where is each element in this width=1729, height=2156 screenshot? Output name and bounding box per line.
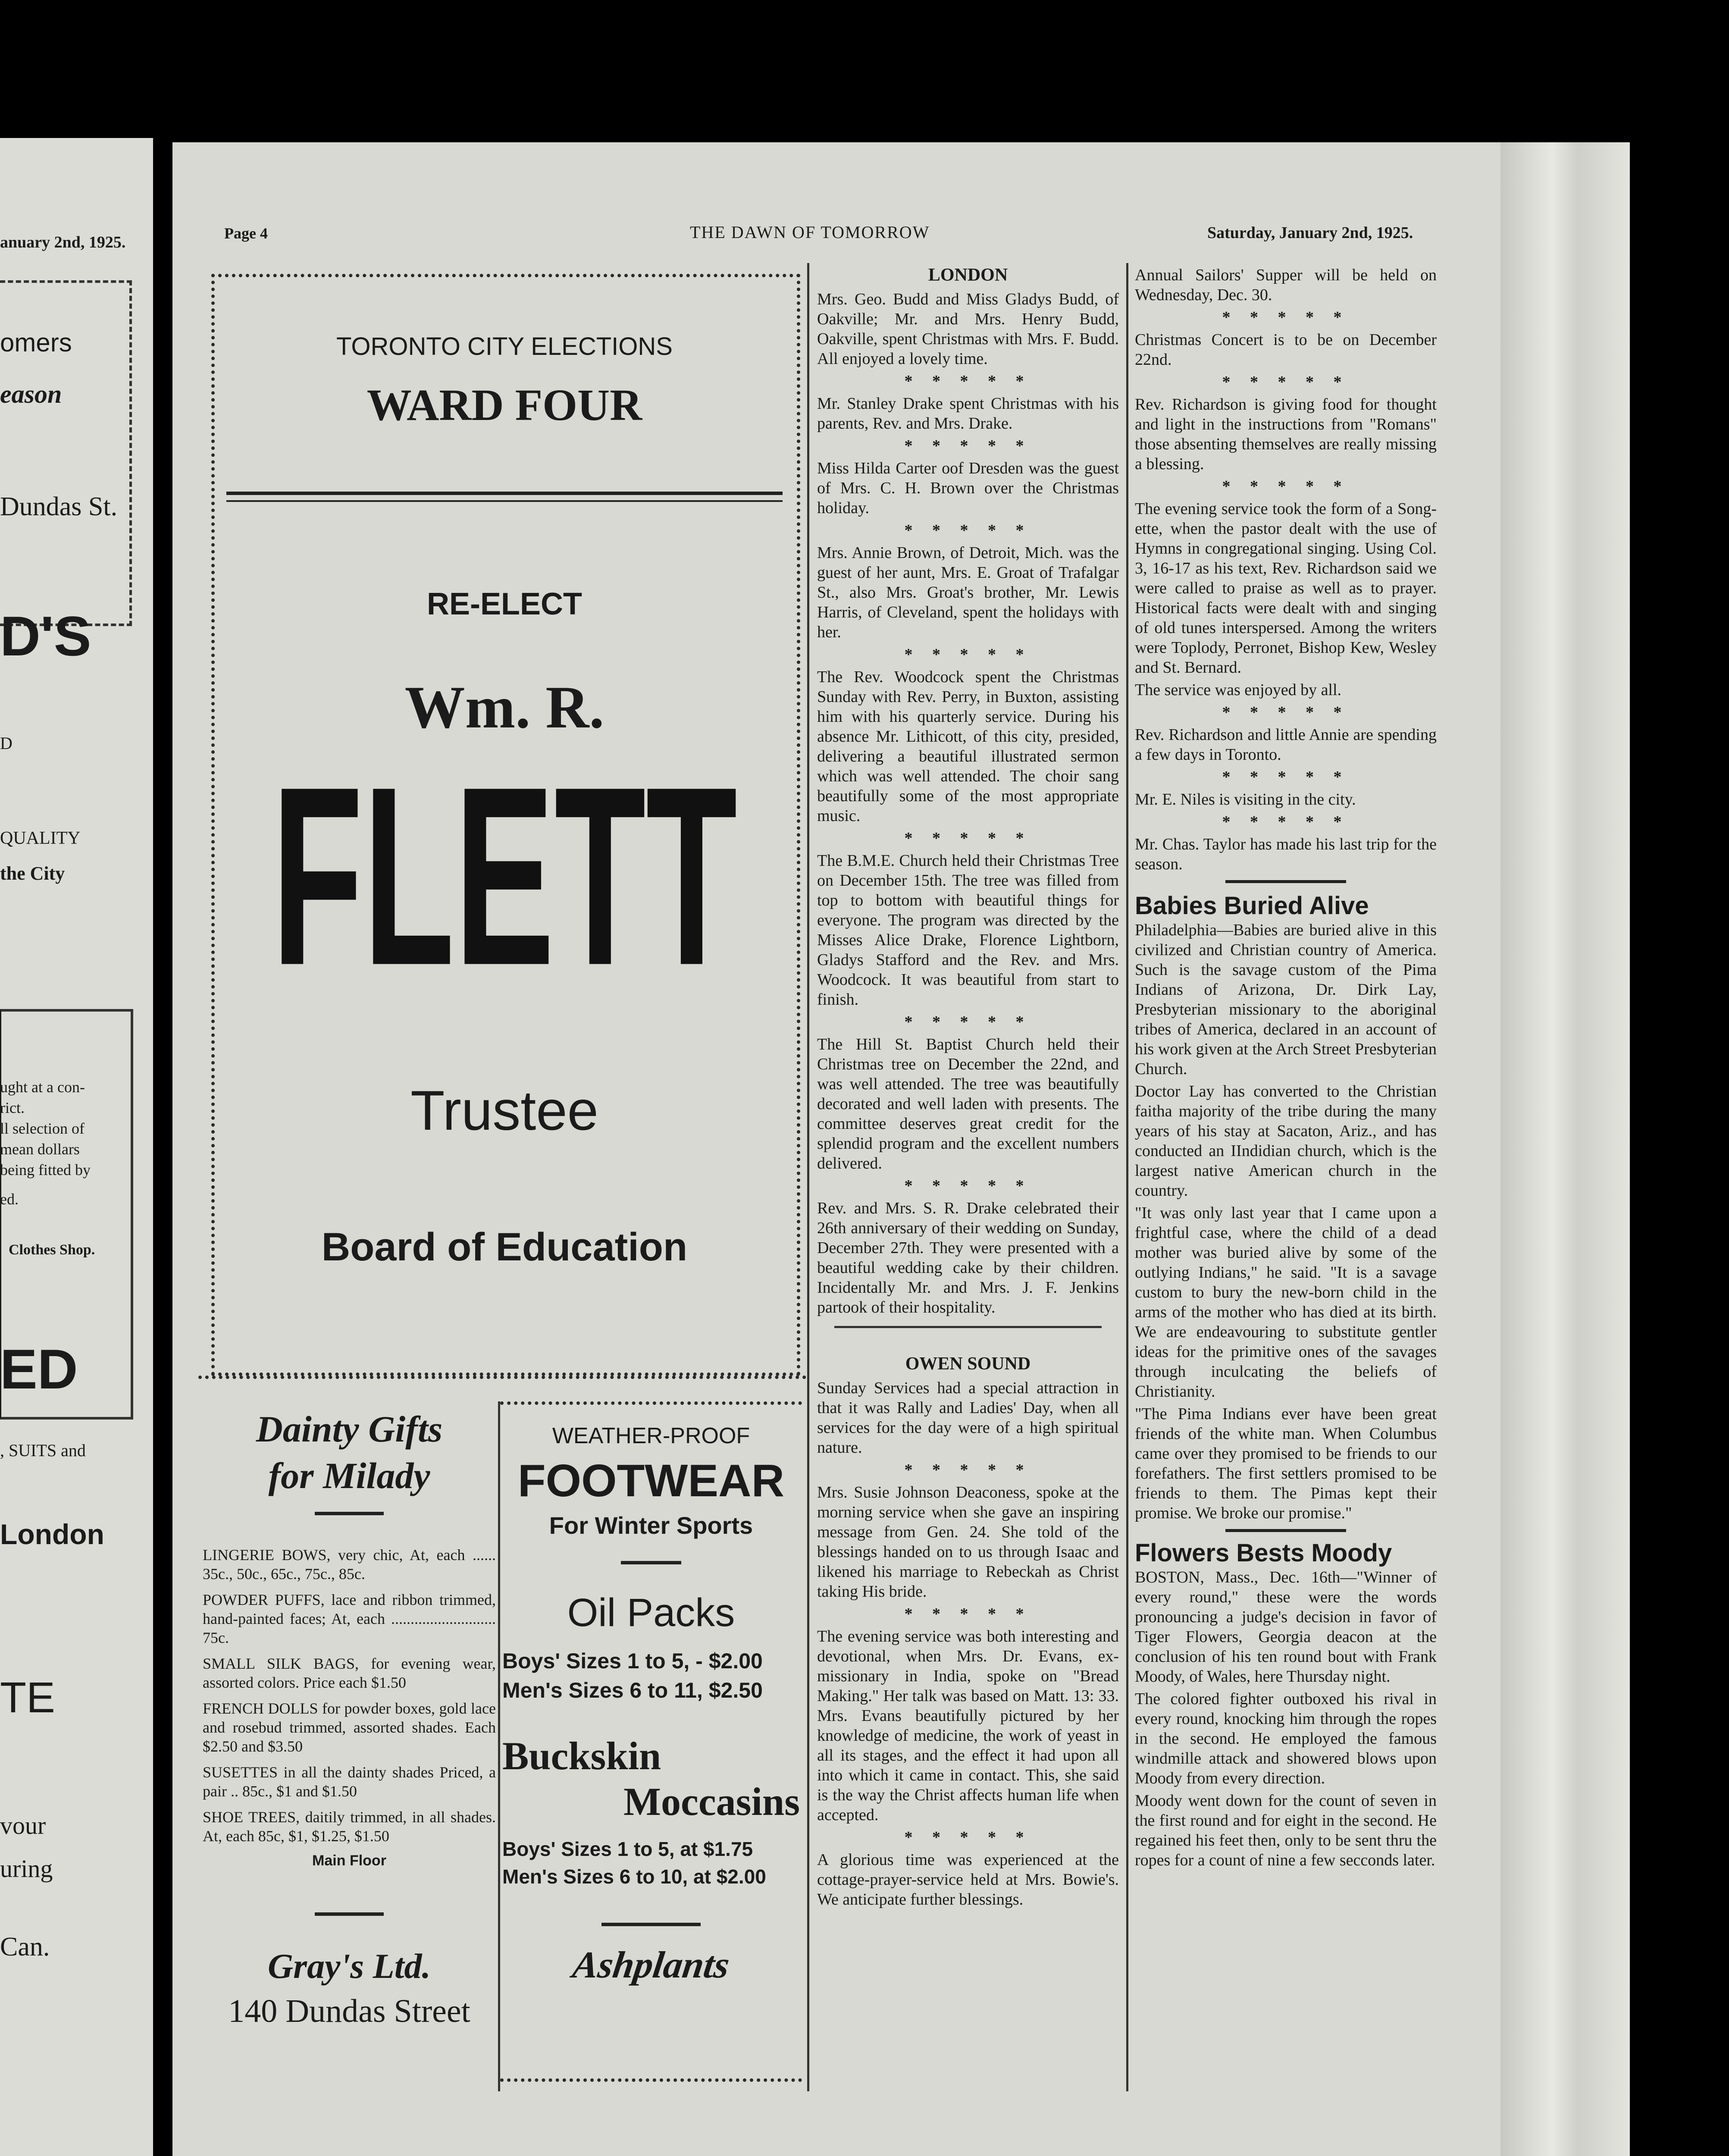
news-paragraph: "It was only last year that I came upon a frightful case, where the child of a dead mother was buried alive by some of the outlying Indians," he said. "It is a savage custom to bury the new-born child in the arms of the mother who has died at its birth. We are endeavouring to substitute gentler ideas for the primitive ones of the savages through inculcating the beliefs of Christianity. (1135, 1204, 1437, 1401)
flett-text: FLETT (272, 759, 737, 1018)
left-frag-text: vour (0, 1811, 46, 1839)
news-paragraph: The Rev. Woodcock spent the Christmas Sunday with Rev. Perry, in Buxton, assisting him with his quarterly service. During his absence Mr. Lithicott, of this city, presided, delivering a beautiful illustrated sermon which was well attended. The choir sang beautifully some of the most appropriate music. (817, 668, 1119, 825)
left-frag-text: uring (0, 1855, 53, 1883)
flowers-bests-moody-heading: Flowers Bests Moody (1135, 1539, 1392, 1567)
grays-address: 140 Dundas Street (228, 1993, 470, 2029)
news-paragraph: The Hill St. Baptist Church held their Christmas tree on December the 22nd, and was well attended. The tree was beautifully decorated and well laden with presents. The committee deserves great credit for the splendid program and the excellent numbers delivered. (817, 1035, 1119, 1172)
left-frag-text: ll selection of (0, 1120, 85, 1137)
star-divider: * * * * * (904, 437, 1032, 455)
grays-rule-2 (315, 1912, 384, 1916)
star-divider: * * * * * (904, 1461, 1032, 1479)
election-line-1: TORONTO CITY ELECTIONS (336, 332, 673, 360)
news-paragraph: Sunday Services had a special attraction in that it was Rally and Ladies' Day, when all services for the day were of a high spiritual nature. (817, 1379, 1119, 1457)
news-paragraph: Rev. Richardson and little Annie are spending a few days in Toronto. (1135, 726, 1437, 764)
column-3 (817, 265, 1119, 1912)
flett-block-letters (267, 759, 742, 1018)
news-paragraph: Mrs. Geo. Budd and Miss Gladys Budd, of Oakville; Mr. and Mrs. Henry Budd, Oakville, spent Christmas with Mrs. F. Budd. All enjoyed a lovely time. (817, 290, 1119, 368)
grays-item: FRENCH DOLLS for powder boxes, gold lace and rosebud trimmed, assorted shades. Each $2.50 and $3.50 (203, 1700, 496, 1755)
grays-ad (203, 1397, 496, 2109)
grays-item: SHOE TREES, daitily trimmed, in all shades. At, each 85c, $1, $1.25, $1.50 (203, 1808, 496, 1845)
news-paragraph: Mr. E. Niles is visiting in the city. (1135, 790, 1356, 808)
oil-men-price: Men's Sizes 6 to 11, $2.50 (502, 1678, 763, 1702)
owen-sound-heading: OWEN SOUND (905, 1354, 1031, 1374)
star-divider: * * * * * (1222, 477, 1350, 495)
ashplants-logo: Ashplants (570, 1944, 732, 1986)
buck-men-price: Men's Sizes 6 to 10, at $2.00 (502, 1865, 766, 1888)
grays-item: LINGERIE BOWS, very chic, At, each ...... 35c., 50c., 65c., 75c., 85c. (203, 1546, 496, 1583)
footwear-top-dotted (500, 1401, 802, 1405)
news-paragraph: Doctor Lay has converted to the Christian faitha majority of the tribe during the many years of his stay at Sacaton, Ariz., and has conducted an IIndidian church, which is the largest native American church in the country. (1135, 1082, 1437, 1200)
oil-boys-price: Boys' Sizes 1 to 5, - $2.00 (502, 1649, 763, 1673)
column-4 (1135, 265, 1437, 1873)
left-frag-text: ED (0, 1338, 78, 1401)
grays-rule-1 (315, 1512, 384, 1515)
star-divider: * * * * * (1222, 813, 1350, 831)
babies-buried-alive-heading: Babies Buried Alive (1135, 892, 1369, 920)
news-paragraph: Annual Sailors' Supper will be held on Wednesday, Dec. 30. (1135, 266, 1437, 304)
left-frag-text: ught at a con- (0, 1078, 85, 1096)
news-paragraph: BOSTON, Mass., Dec. 16th—"Winner of every round," these were the words pronouncing a judge's decision in favor of Tiger Flowers, Georgia deacon at the conclusion of his ten round bout with Frank Moody, of Wales, here Thursday night. (1135, 1568, 1437, 1686)
grays-item: SUSETTES in all the dainty shades Priced, a pair .. 85c., $1 and $1.50 (203, 1764, 496, 1800)
grays-item-list (203, 1545, 496, 1846)
footwear-line-3: For Winter Sports (549, 1512, 753, 1539)
election-line-3: RE-ELECT (427, 587, 582, 621)
footwear-line-1: WEATHER-PROOF (552, 1423, 750, 1448)
news-paragraph: Rev. Richardson is giving food for thought and light in the instructions from "Romans" those absenting themselves are really missing a blessing. (1135, 395, 1437, 473)
star-divider: * * * * * (1222, 373, 1350, 391)
footwear-ad (502, 1423, 800, 1987)
left-page-fragment (0, 138, 153, 2156)
election-line-6: Trustee (410, 1079, 598, 1142)
news-paragraph: The colored fighter outboxed his rival in every round, knocking him through the ropes in the second. He employed the famous windmille attack and showered blows upon Moody from every direction. (1135, 1690, 1437, 1787)
buck-boys-price: Boys' Sizes 1 to 5, at $1.75 (502, 1838, 753, 1860)
left-frag-text: the City (0, 863, 65, 884)
news-paragraph: Mrs. Susie Johnson Deaconess, spoke at the morning service when she gave an inspiring message from Gen. 24. She told of the blessings handed on to us through Isaac and likened his marriage to Rebeckah as Christ taking His bride. (817, 1483, 1119, 1601)
section-rule (1225, 1529, 1346, 1532)
grays-title-1: Dainty Gifts (256, 1408, 443, 1450)
left-frag-text: Clothes Shop. (9, 1242, 95, 1258)
news-paragraph: Mr. Stanley Drake spent Christmas with his parents, Rev. and Mrs. Drake. (817, 395, 1119, 432)
news-paragraph: Miss Hilda Carter oof Dresden was the guest of Mrs. C. H. Brown over the Christmas holiday. (817, 459, 1119, 517)
election-name-flett (267, 759, 742, 1018)
left-frag-text: TE (0, 1673, 55, 1722)
moccasins-title: Moccasins (623, 1780, 800, 1824)
oil-packs-title: Oil Packs (567, 1591, 735, 1635)
footwear-rule-2 (601, 1923, 701, 1926)
left-frag-text: Can. (0, 1932, 50, 1962)
left-frag-text: mean dollars (0, 1141, 80, 1158)
news-paragraph: Rev. and Mrs. S. R. Drake celebrated their 26th anniversary of their wedding on Sunday, December 27th. They were presented with a beautiful wedding cake by their children. Incidentally Mr. and Mrs. J. F. Jenkins partook of their hospitality. (817, 1199, 1119, 1316)
section-rule (1225, 880, 1346, 883)
left-frag-text: Dundas St. (0, 492, 118, 521)
star-divider: * * * * * (904, 646, 1032, 664)
footwear-rule-1 (621, 1561, 681, 1564)
left-frag-text: D'S (0, 605, 91, 667)
left-frag-text: London (0, 1518, 104, 1550)
left-frag-text: , SUITS and (0, 1441, 86, 1460)
star-divider: * * * * * (1222, 308, 1350, 326)
star-divider: * * * * * (904, 1177, 1032, 1195)
news-paragraph: Christmas Concert is to be on December 22nd. (1135, 331, 1437, 369)
news-paragraph: The service was enjoyed by all. (1135, 681, 1342, 699)
page-edge-stack (1500, 142, 1630, 2156)
footwear-line-2: FOOTWEAR (517, 1455, 785, 1506)
footwear-bottom-dotted (500, 2078, 802, 2082)
election-line-4: Wm. R. (404, 674, 605, 741)
news-paragraph: A glorious time was experienced at the cottage-prayer-service held at Mrs. Bowie's. We anticipate further blessings. (817, 1851, 1119, 1908)
grays-floor: Main Floor (312, 1852, 386, 1869)
news-paragraph: The B.M.E. Church held their Christmas Tree on December 15th. The tree was filled from top to bottom with beautiful things for everyone. The program was directed by the Misses Alice Drake, Florence Lightborn, Gladys Stafford and the Rev. and Mrs. Woodcock. It was beautiful from start to finish. (817, 852, 1119, 1009)
star-divider: * * * * * (904, 372, 1032, 390)
left-frag-text: ed. (0, 1191, 19, 1208)
news-paragraph: The evening service took the form of a Song-ette, when the pastor dealt with the use of Hymns in congregational singing. Using Col. 3, 16-17 as his text, Rev. Richardson said we were called to praise as well as to prayer. Historical facts were dealt with and singing of old tunes interspersed. Among the writers were Toplody, Perronet, Bishop Kew, Wesley and St. Bernard. (1135, 500, 1437, 677)
grays-item: POWDER PUFFS, lace and ribbon trimmed, hand-painted faces; At, each ........................... 75c. (203, 1591, 496, 1646)
left-frag-text: QUALITY (0, 828, 81, 848)
header-date: Saturday, January 2nd, 1925. (1207, 224, 1413, 242)
star-divider: * * * * * (904, 1828, 1032, 1846)
grays-title-2: for Milady (268, 1455, 430, 1496)
column-rule-1 (807, 263, 809, 2091)
star-divider: * * * * * (904, 521, 1032, 539)
election-line-7: Board of Education (321, 1225, 688, 1269)
page-number: Page 4 (224, 225, 268, 242)
london-heading: LONDON (928, 265, 1008, 285)
election-rule-thin (226, 500, 783, 502)
left-frag-text: omers (0, 328, 72, 357)
news-paragraph: The evening service was both interesting and devotional, when Mrs. Dr. Evans, ex-missionary in India, spoke on "Bread Making." Her talk was based on Matt. 13: 33. Mrs. Evans beautifully pictured by her knowledge of medicine, the work of yeast in all its stages, and the effect it had upon all into which it came in contact. This, she said is the way the Christ affects human life when accepted. (817, 1627, 1119, 1824)
column-rule-2 (1126, 263, 1128, 2091)
left-frag-text: D (0, 733, 13, 753)
grays-store-name: Gray's Ltd. (267, 1946, 431, 1986)
buckskin-title: Buckskin (502, 1734, 661, 1778)
star-divider: * * * * * (1222, 768, 1350, 786)
left-frag-text: eason (0, 380, 62, 408)
ad-divider (498, 1401, 500, 2091)
section-rule (834, 1326, 1102, 1328)
left-frag-text: rict. (0, 1099, 25, 1116)
star-divider: * * * * * (904, 1605, 1032, 1623)
election-line-2: WARD FOUR (366, 380, 642, 430)
separator-dotted (198, 1376, 806, 1379)
masthead-title: THE DAWN OF TOMORROW (690, 222, 930, 242)
news-paragraph: Mrs. Annie Brown, of Detroit, Mich. was the guest of her aunt, Mrs. E. Groat of Trafalgar St., also Mrs. Groat's brother, Mr. Lewis Harris, of Cleveland, spent the holidays with her. (817, 544, 1119, 641)
grays-item: SMALL SILK BAGS, for evening wear, assorted colors. Price each $1.50 (203, 1655, 496, 1691)
left-page-date: anuary 2nd, 1925. (0, 233, 126, 251)
star-divider: * * * * * (904, 829, 1032, 847)
news-paragraph: Mr. Chas. Taylor has made his last trip for the season. (1135, 835, 1437, 873)
news-paragraph: Moody went down for the count of seven in the first round and for eight in the second. He regained his feet then, only to be sent thru the ropes for a count of nine a few secconds later. (1135, 1792, 1437, 1869)
star-divider: * * * * * (904, 1013, 1032, 1031)
star-divider: * * * * * (1222, 703, 1350, 721)
news-paragraph: Philadelphia—Babies are buried alive in this civilized and Christian country of America. Such is the savage custom of the Pima Indians of Arizona, Dr. Dirk Lay, Presbyterian missionary to the aboriginal tribes of America, declared in an account of his work given at the Arch Street Presbyterian Church. (1135, 921, 1437, 1078)
left-frag-text: being fitted by (0, 1161, 91, 1178)
election-rule (226, 492, 783, 495)
news-paragraph: "The Pima Indians ever have been great friends of the white man. When Columbus came over they promised to be friends to our forefathers. The first settlers promised to be friends to them. The Pimas kept their promise. We broke our promise." (1135, 1405, 1437, 1522)
